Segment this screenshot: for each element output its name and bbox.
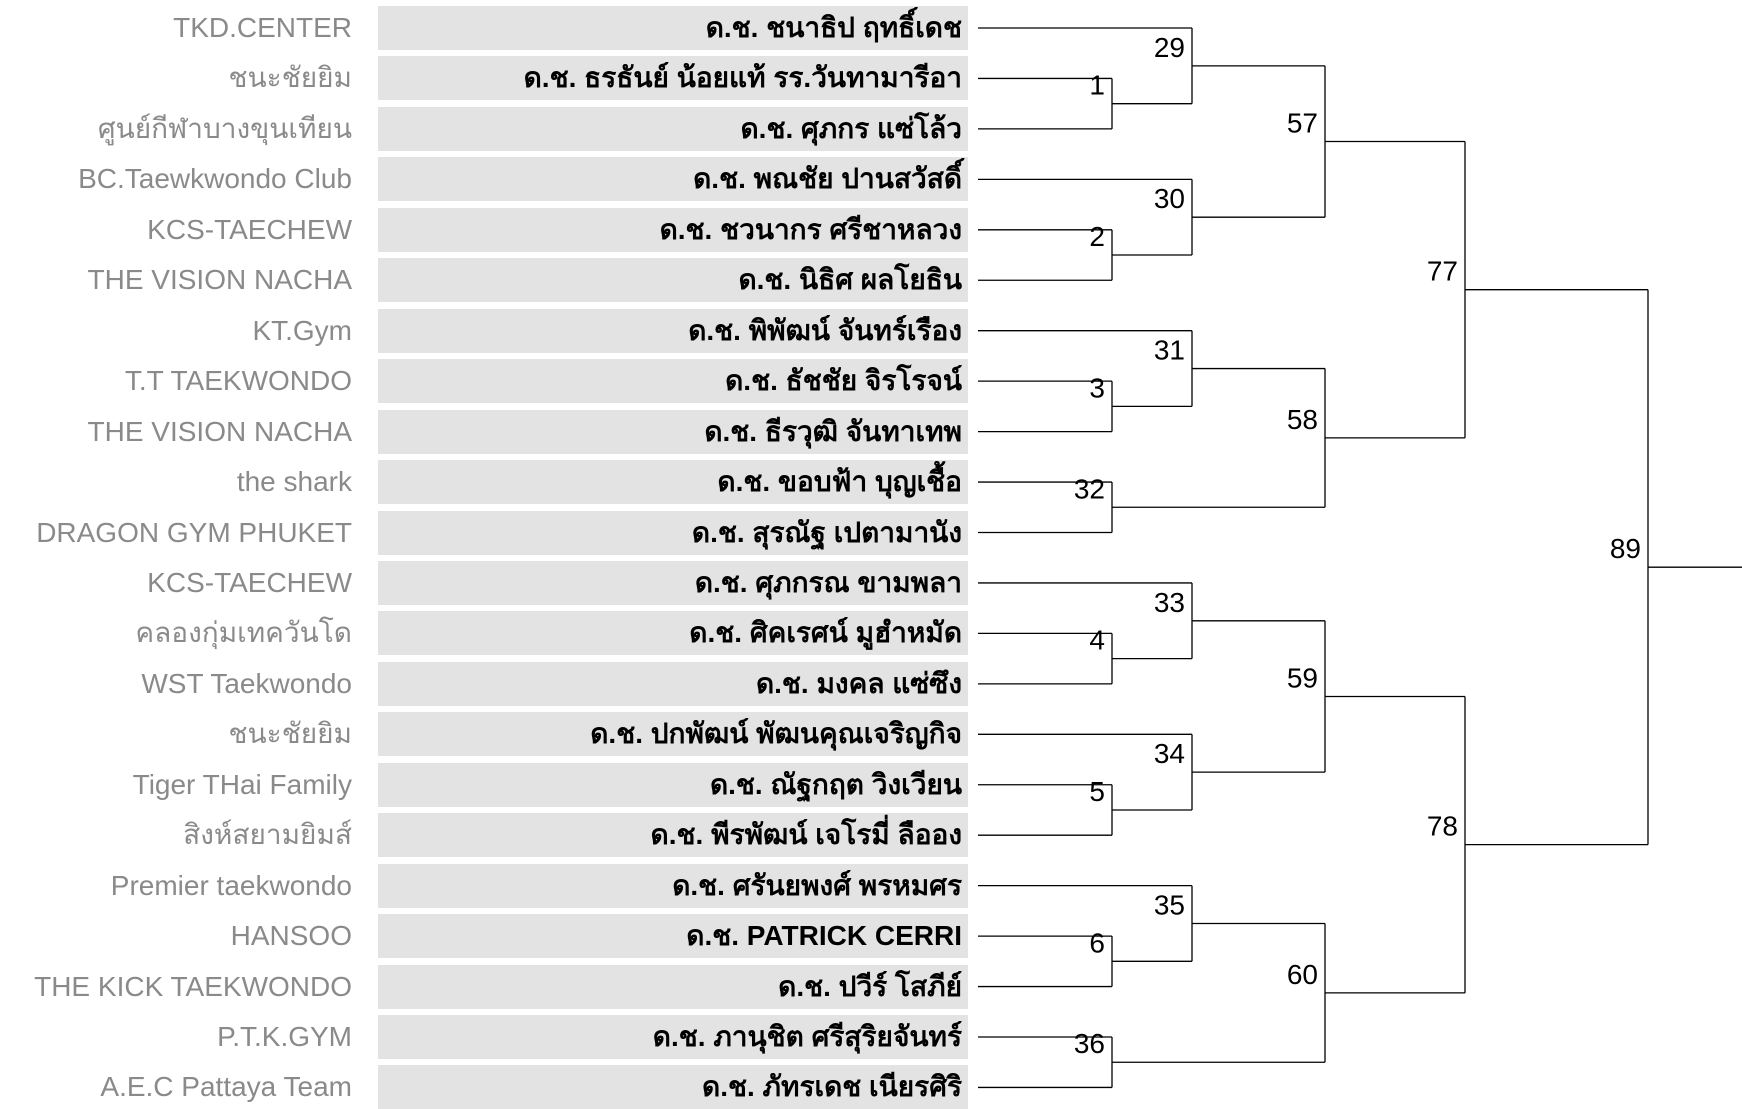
match-number: 33 xyxy=(1153,586,1185,618)
match-number: 89 xyxy=(1609,533,1641,565)
player-name: ด.ช. มงคล แซ่ซึง xyxy=(378,662,968,706)
match-number: 6 xyxy=(1089,927,1105,959)
club-name: สิงห์สยามยิมส์ xyxy=(183,819,352,851)
player-name: ด.ช. ศุภกรณ ขามพลา xyxy=(378,561,968,605)
match-number: 3 xyxy=(1089,372,1105,404)
player-name: ด.ช. ภานุชิต ศรีสุริยจันทร์ xyxy=(378,1015,968,1059)
club-name: KCS-TAECHEW xyxy=(147,213,352,245)
player-name: ด.ช. สุรณัฐ เปตามานัง xyxy=(378,511,968,555)
club-name: Premier taekwondo xyxy=(110,869,352,901)
player-name: ด.ช. ณัฐกฤต วิงเวียน xyxy=(378,763,968,807)
player-name: ด.ช. ธีรวุฒิ จันทาเทพ xyxy=(378,410,968,454)
club-name: THE VISION NACHA xyxy=(87,264,352,296)
player-name: ด.ช. ชวนากร ศรีชาหลวง xyxy=(378,208,968,252)
club-name: TKD.CENTER xyxy=(173,12,352,43)
match-number: 31 xyxy=(1153,334,1185,366)
club-name: T.T TAEKWONDO xyxy=(124,365,352,397)
club-name: ชนะชัยยิม xyxy=(228,718,352,750)
club-name: P.T.K.GYM xyxy=(217,1021,352,1052)
club-name: Tiger THai Family xyxy=(132,768,352,800)
club-name: KCS-TAECHEW xyxy=(147,566,352,598)
player-name: ด.ช. พณชัย ปานสวัสดิ์ xyxy=(378,157,968,201)
match-number: 32 xyxy=(1073,473,1105,505)
match-number: 78 xyxy=(1426,810,1458,842)
club-name: BC.Taewkwondo Club xyxy=(78,163,352,195)
match-number: 4 xyxy=(1089,624,1105,656)
match-number: 5 xyxy=(1089,775,1105,807)
club-name: DRAGON GYM PHUKET xyxy=(36,516,352,548)
player-name: ด.ช. ชนาธิป ฤทธิ์เดช xyxy=(378,6,968,50)
club-name: A.E.C Pattaya Team xyxy=(100,1071,352,1103)
match-number: 77 xyxy=(1426,255,1458,287)
match-number: 59 xyxy=(1286,662,1318,694)
player-name: ด.ช. ศุภกร แซ่โล้ว xyxy=(378,107,968,151)
player-name: ด.ช. ธัชชัย จิรโรจน์ xyxy=(378,359,968,403)
player-name: ด.ช. ศิคเรศน์ มูฮำหมัด xyxy=(378,611,968,655)
player-name: ด.ช. ปกพัฒน์ พัฒนคุณเจริญกิจ xyxy=(378,712,968,756)
club-name: WST Taekwondo xyxy=(141,667,352,699)
player-name: ด.ช. นิธิศ ผลโยธิน xyxy=(378,258,968,302)
club-name: THE KICK TAEKWONDO xyxy=(34,970,352,1002)
player-name: ด.ช. PATRICK CERRI xyxy=(378,914,968,958)
player-name: ด.ช. ธรธันย์ น้อยแท้ รร.วันทามารีอา xyxy=(378,56,968,100)
match-number: 29 xyxy=(1153,31,1185,63)
match-number: 30 xyxy=(1153,183,1185,215)
club-name: คลองกุ่มเทควันโด xyxy=(135,617,352,649)
club-name: ศูนย์กีฬาบางขุนเทียน xyxy=(97,112,352,144)
match-number: 1 xyxy=(1089,69,1105,101)
match-number: 34 xyxy=(1153,738,1185,770)
player-name: ด.ช. ขอบฟ้า บุญเชื้อ xyxy=(378,460,968,504)
match-number: 35 xyxy=(1153,889,1185,921)
club-name: HANSOO xyxy=(230,920,352,952)
match-number: 58 xyxy=(1286,403,1318,435)
player-name: ด.ช. ภัทรเดช เนียรศิริ xyxy=(378,1065,968,1109)
player-name: ด.ช. พิพัฒน์ จันทร์เรือง xyxy=(378,309,968,353)
player-name: ด.ช. ปวีร์ โสภีย์ xyxy=(378,965,968,1009)
player-name: ด.ช. พีรพัฒน์ เจโรมี่ ลืออง xyxy=(378,813,968,857)
match-number: 36 xyxy=(1073,1028,1105,1060)
club-name: the shark xyxy=(236,466,352,498)
club-name: ชนะชัยยิม xyxy=(228,62,352,94)
club-name: THE VISION NACHA xyxy=(87,415,352,447)
match-number: 60 xyxy=(1286,958,1318,990)
match-number: 2 xyxy=(1089,221,1105,253)
club-name: KT.Gym xyxy=(252,314,352,346)
player-name: ด.ช. ศรันยพงศ์ พรหมศร xyxy=(378,864,968,908)
match-number: 57 xyxy=(1286,107,1318,139)
